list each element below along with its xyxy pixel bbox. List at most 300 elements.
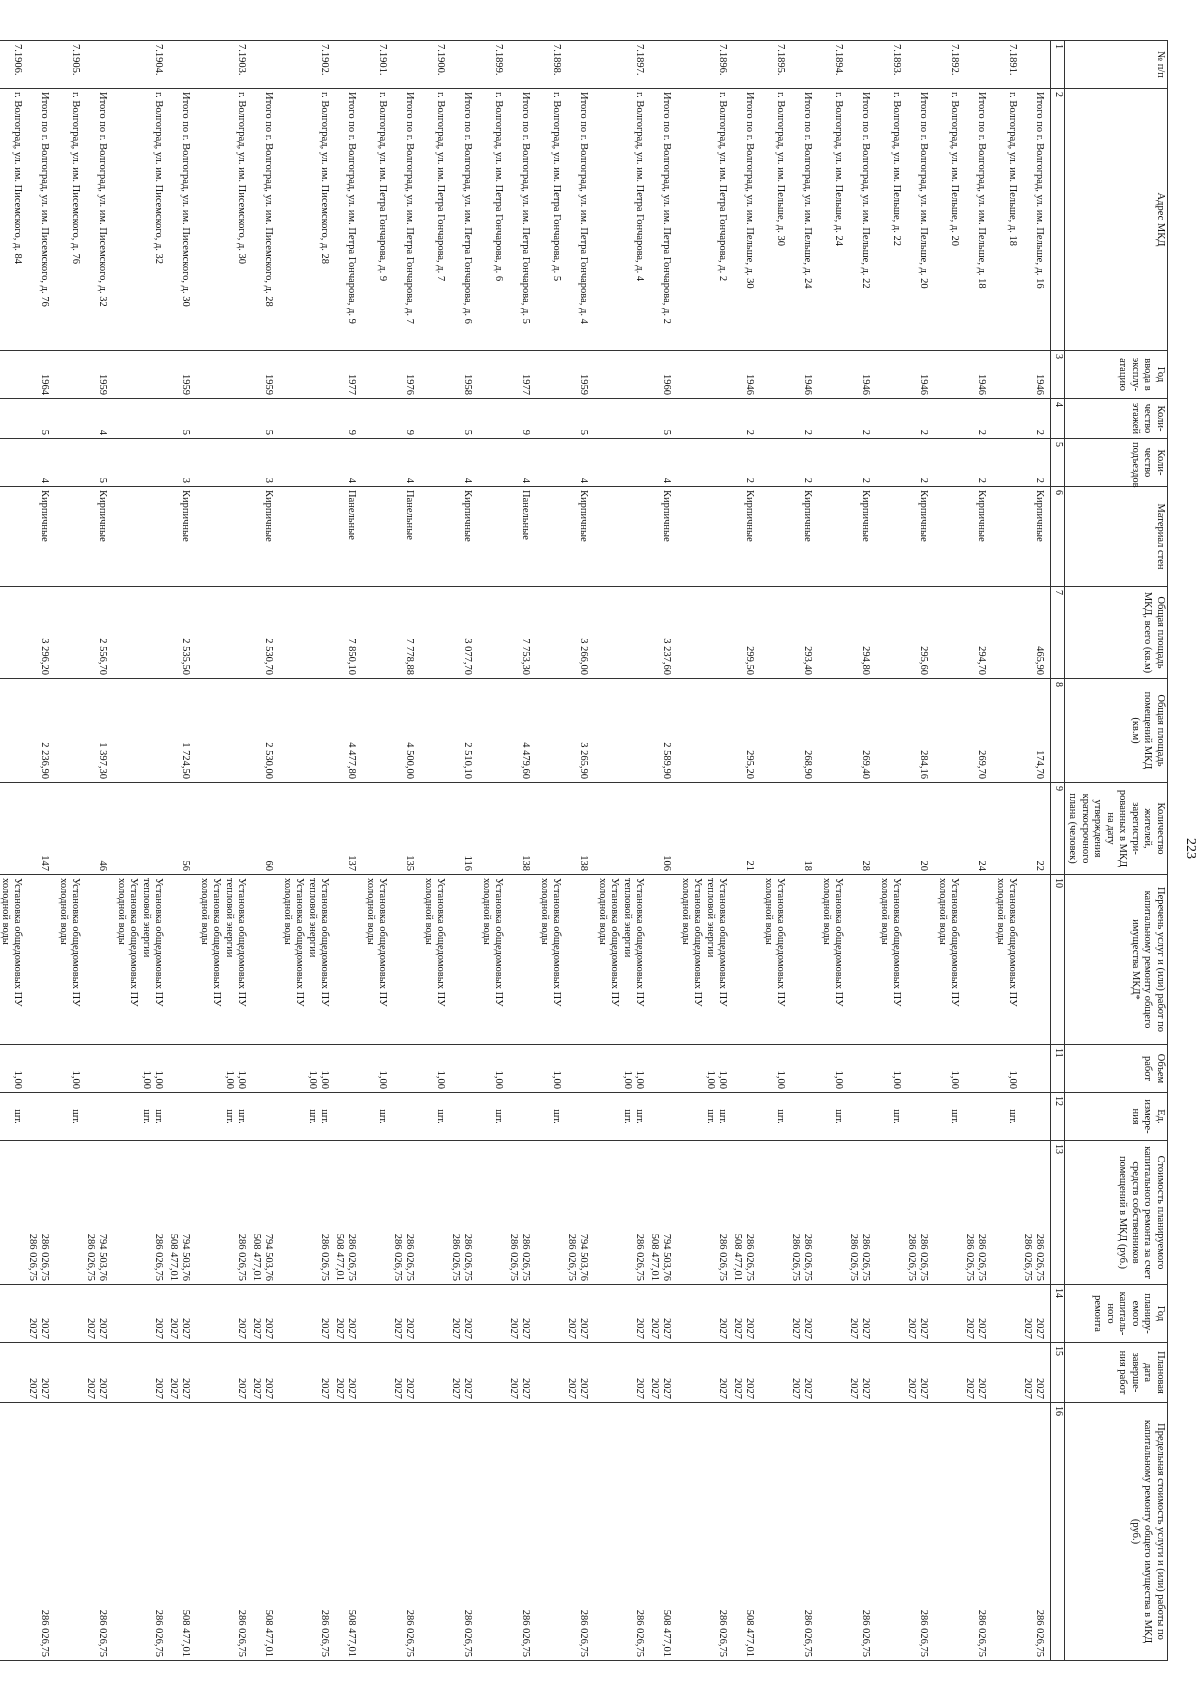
completion-date-cell: 2027 2027 (962, 1343, 993, 1403)
column-header: Общая площадь МКД, всего (кв.м) (1065, 587, 1168, 679)
unit-cell (390, 1093, 421, 1141)
residents-cell (114, 783, 166, 875)
residents-cell (479, 783, 506, 875)
max-cost-cell: 286 026,75 (678, 1403, 730, 1661)
column-number: 3 (1051, 351, 1065, 399)
max-cost-cell: 508 477,01 (730, 1403, 761, 1661)
year-built-cell (595, 351, 647, 399)
completion-date-cell (421, 1343, 448, 1403)
completion-date-cell: 2027 (114, 1343, 166, 1403)
total-area-cell (363, 587, 390, 679)
item-row (819, 41, 846, 1661)
premises-area-cell: 4 477,80 (332, 679, 363, 783)
max-cost-cell: 508 477,01 (166, 1403, 197, 1661)
total-area-cell (595, 587, 647, 679)
total-row (564, 41, 595, 1661)
total-area-cell: 295,60 (904, 587, 935, 679)
residents-cell: 138 (506, 783, 537, 875)
completion-date-cell (761, 1343, 788, 1403)
column-number: 15 (1051, 1343, 1065, 1403)
floors-cell: 2 (962, 399, 993, 439)
year-built-cell: 1946 (730, 351, 761, 399)
column-header: Стоимость планируемого капитального ремонта за счет средств собственников помещений в МКД (руб.) (1065, 1141, 1168, 1285)
total-area-cell (935, 587, 962, 679)
wall-material-cell: Панельные (332, 487, 363, 587)
work-volume-cell: 1,00 1,00 (280, 1045, 332, 1093)
address-cell: г. Волгоград, ул. им. Пельше, д. 20 (935, 89, 962, 351)
completion-date-cell (479, 1343, 506, 1403)
total-area-cell (421, 587, 448, 679)
premises-area-cell: 4 500,00 (390, 679, 421, 783)
total-area-cell: 294,80 (846, 587, 877, 679)
planned-year-cell (993, 1285, 1020, 1343)
planned-year-cell: 2027 2027 (962, 1285, 993, 1343)
address-cell: Итого по г. Волгоград, ул. им. Пельше, д. 24 (788, 89, 819, 351)
wall-material-cell (935, 487, 962, 587)
address-cell: г. Волгоград, ул. им. Пельше, д. 18 (993, 89, 1020, 351)
item-row (197, 41, 249, 1661)
row-number-cell (390, 41, 421, 89)
works-list-cell: Установка общедомовых ПУ холодной воды (421, 875, 448, 1045)
total-area-cell: 2 535,50 (166, 587, 197, 679)
max-cost-cell (993, 1403, 1020, 1661)
total-area-cell: 2 556,70 (83, 587, 114, 679)
floors-cell (280, 399, 332, 439)
works-list-cell: Установка общедомовых ПУ тепловой энергии Установка общедомовых ПУ холодной воды (197, 875, 249, 1045)
entrances-cell: 4 (448, 439, 479, 487)
max-cost-cell: 286 026,75 (448, 1403, 479, 1661)
entrances-cell (819, 439, 846, 487)
premises-area-cell: 3 265,90 (564, 679, 595, 783)
max-cost-cell: 286 026,75 (390, 1403, 421, 1661)
planned-cost-cell: 286 026,75 286 026,75 (1020, 1141, 1052, 1285)
year-built-cell: 1946 (1020, 351, 1052, 399)
floors-cell (363, 399, 390, 439)
work-volume-cell (390, 1045, 421, 1093)
work-volume-cell: 1,00 (877, 1045, 904, 1093)
floors-cell: 2 (730, 399, 761, 439)
entrances-cell (479, 439, 506, 487)
works-list-cell: Установка общедомовых ПУ холодной воды (993, 875, 1020, 1045)
planned-year-cell: 2027 2027 (390, 1285, 421, 1343)
premises-area-cell (819, 679, 846, 783)
wall-material-cell (537, 487, 564, 587)
planned-year-cell (877, 1285, 904, 1343)
planned-cost-cell: 286 026,75 286 026,75 (25, 1141, 56, 1285)
works-list-cell (25, 875, 56, 1045)
planned-year-cell: 2027 2027 (506, 1285, 537, 1343)
planned-cost-cell: 794 503,76 508 477,01 (166, 1141, 197, 1285)
page-number: 223 (1183, 838, 1198, 859)
entrances-cell: 4 (647, 439, 678, 487)
total-row (166, 41, 197, 1661)
planned-year-cell: 2027 2027 (166, 1285, 197, 1343)
residents-cell (363, 783, 390, 875)
column-header: Количество жителей, зарегистри-рованных в МКД на дату утверждения краткосрочного плана (человек) (1065, 783, 1168, 875)
max-cost-cell: 286 026,75 (114, 1403, 166, 1661)
work-volume-cell: 1,00 1,00 (197, 1045, 249, 1093)
floors-cell: 5 (166, 399, 197, 439)
total-row (390, 41, 421, 1661)
work-volume-cell: 1,00 (993, 1045, 1020, 1093)
year-built-cell: 1959 (249, 351, 280, 399)
works-list-cell (332, 875, 363, 1045)
address-cell: г. Волгоград, ул. им. Петра Гончарова, д. 6 (479, 89, 506, 351)
works-list-cell: Установка общедомовых ПУ холодной воды (0, 875, 25, 1045)
entrances-cell (114, 439, 166, 487)
unit-cell: шт. (537, 1093, 564, 1141)
premises-area-cell: 2 589,90 (647, 679, 678, 783)
completion-date-cell: 2027 2027 (730, 1343, 761, 1403)
entrances-cell: 2 (904, 439, 935, 487)
entrances-cell: 2 (788, 439, 819, 487)
max-cost-cell: 286 026,75 (595, 1403, 647, 1661)
entrances-cell: 2 (962, 439, 993, 487)
completion-date-cell: 2027 (678, 1343, 730, 1403)
premises-area-cell (280, 679, 332, 783)
total-area-cell (479, 587, 506, 679)
year-built-cell (197, 351, 249, 399)
row-number-cell (448, 41, 479, 89)
row-number-cell (166, 41, 197, 89)
max-cost-cell (0, 1403, 25, 1661)
address-cell: Итого по г. Волгоград, ул. им. Петра Гончарова, д. 5 (506, 89, 537, 351)
year-built-cell (761, 351, 788, 399)
planned-year-cell (761, 1285, 788, 1343)
planned-year-cell: 2027 2027 (730, 1285, 761, 1343)
wall-material-cell (877, 487, 904, 587)
address-cell: Итого по г. Волгоград, ул. им. Петра Гончарова, д. 2 (647, 89, 678, 351)
column-number: 13 (1051, 1141, 1065, 1285)
residents-cell: 147 (25, 783, 56, 875)
works-list-cell (390, 875, 421, 1045)
residents-cell: 20 (904, 783, 935, 875)
column-header: Перечень услуг и (или) работ по капитальному ремонту общего имущества МКД* (1065, 875, 1168, 1045)
completion-date-cell: 2027 (280, 1343, 332, 1403)
works-list-cell: Установка общедомовых ПУ тепловой энергии Установка общедомовых ПУ холодной воды (595, 875, 647, 1045)
total-area-cell (197, 587, 249, 679)
max-cost-cell (819, 1403, 846, 1661)
item-row (280, 41, 332, 1661)
work-volume-cell: 1,00 1,00 (595, 1045, 647, 1093)
max-cost-cell (479, 1403, 506, 1661)
address-cell: г. Волгоград, ул. им. Петра Гончарова, д. 9 (363, 89, 390, 351)
planned-cost-cell: 286 026,75 286 026,75 (904, 1141, 935, 1285)
completion-date-cell (56, 1343, 83, 1403)
premises-area-cell (114, 679, 166, 783)
completion-date-cell: 2027 2027 (506, 1343, 537, 1403)
max-cost-cell (877, 1403, 904, 1661)
work-volume-cell (647, 1045, 678, 1093)
max-cost-cell (935, 1403, 962, 1661)
year-built-cell (935, 351, 962, 399)
year-built-cell (877, 351, 904, 399)
residents-cell (421, 783, 448, 875)
year-built-cell (0, 351, 25, 399)
floors-cell (114, 399, 166, 439)
wall-material-cell: Кирпичные (962, 487, 993, 587)
wall-material-cell (114, 487, 166, 587)
column-header: Объем работ (1065, 1045, 1168, 1093)
total-row (904, 41, 935, 1661)
works-list-cell (506, 875, 537, 1045)
wall-material-cell (0, 487, 25, 587)
unit-cell (448, 1093, 479, 1141)
column-number: 11 (1051, 1045, 1065, 1093)
row-number-cell: 7.1897. (595, 41, 647, 89)
completion-date-cell: 2027 (197, 1343, 249, 1403)
unit-cell (506, 1093, 537, 1141)
entrances-cell (935, 439, 962, 487)
total-row (506, 41, 537, 1661)
premises-area-cell: 2 236,90 (25, 679, 56, 783)
column-number: 12 (1051, 1093, 1065, 1141)
total-area-cell (761, 587, 788, 679)
completion-date-cell: 2027 2027 (1020, 1343, 1052, 1403)
row-number-cell (846, 41, 877, 89)
total-area-cell (877, 587, 904, 679)
column-header: Год планиру-емого капиталь-ного ремонта (1065, 1285, 1168, 1343)
column-header: Адрес МКД (1065, 89, 1168, 351)
entrances-cell (537, 439, 564, 487)
max-cost-cell: 508 477,01 (332, 1403, 363, 1661)
works-list-cell (1020, 875, 1052, 1045)
address-cell: Итого по г. Волгоград, ул. им. Пельше, д. 30 (730, 89, 761, 351)
work-volume-cell (448, 1045, 479, 1093)
planned-cost-cell: 794 503,76 508 477,01 (647, 1141, 678, 1285)
residents-cell (877, 783, 904, 875)
residents-cell: 56 (166, 783, 197, 875)
row-number-cell: 7.1905. (56, 41, 83, 89)
item-row (877, 41, 904, 1661)
address-cell: г. Волгоград, ул. им. Писемского, д. 76 (56, 89, 83, 351)
floors-cell: 2 (846, 399, 877, 439)
max-cost-cell: 508 477,01 (647, 1403, 678, 1661)
premises-area-cell (761, 679, 788, 783)
address-cell: г. Волгоград, ул. им. Писемского, д. 84 (0, 89, 25, 351)
completion-date-cell (993, 1343, 1020, 1403)
completion-date-cell: 2027 2027 (904, 1343, 935, 1403)
wall-material-cell (56, 487, 83, 587)
planned-year-cell (0, 1285, 25, 1343)
max-cost-cell (537, 1403, 564, 1661)
planned-year-cell: 2027 2027 (647, 1285, 678, 1343)
planned-cost-cell: 286 026,75 286 026,75 (390, 1141, 421, 1285)
planned-year-cell (479, 1285, 506, 1343)
total-area-cell: 294,70 (962, 587, 993, 679)
premises-area-cell: 2 510,10 (448, 679, 479, 783)
row-number-cell: 7.1901. (363, 41, 390, 89)
max-cost-cell: 286 026,75 (846, 1403, 877, 1661)
total-row (83, 41, 114, 1661)
residents-cell: 60 (249, 783, 280, 875)
wall-material-cell (678, 487, 730, 587)
table-body (0, 41, 1051, 1661)
work-volume-cell: 1,00 (935, 1045, 962, 1093)
works-list-cell (647, 875, 678, 1045)
year-built-cell: 1959 (166, 351, 197, 399)
item-row (0, 41, 25, 1661)
total-row (788, 41, 819, 1661)
column-number: 9 (1051, 783, 1065, 875)
planned-year-cell: 2027 (595, 1285, 647, 1343)
column-number: 10 (1051, 875, 1065, 1045)
floors-cell: 2 (904, 399, 935, 439)
work-volume-cell: 1,00 1,00 (114, 1045, 166, 1093)
planned-cost-cell: 286 026,75 (678, 1141, 730, 1285)
completion-date-cell: 2027 2027 (249, 1343, 280, 1403)
total-area-cell: 3 296,20 (25, 587, 56, 679)
planned-year-cell (421, 1285, 448, 1343)
planned-year-cell: 2027 2027 (332, 1285, 363, 1343)
capital-repair-table (0, 40, 1168, 1661)
work-volume-cell (332, 1045, 363, 1093)
row-number-cell: 7.1893. (877, 41, 904, 89)
row-number-cell: 7.1904. (114, 41, 166, 89)
item-row (993, 41, 1020, 1661)
entrances-cell: 4 (564, 439, 595, 487)
residents-cell (935, 783, 962, 875)
total-area-cell (537, 587, 564, 679)
max-cost-cell: 508 477,01 (249, 1403, 280, 1661)
work-volume-cell (846, 1045, 877, 1093)
planned-year-cell: 2027 2027 (904, 1285, 935, 1343)
works-list-cell (962, 875, 993, 1045)
wall-material-cell (819, 487, 846, 587)
total-row (730, 41, 761, 1661)
row-number-cell: 7.1895. (761, 41, 788, 89)
year-built-cell (421, 351, 448, 399)
premises-area-cell (678, 679, 730, 783)
planned-year-cell: 2027 (114, 1285, 166, 1343)
row-number-cell: 7.1898. (537, 41, 564, 89)
total-area-cell: 3 266,00 (564, 587, 595, 679)
unit-cell (904, 1093, 935, 1141)
premises-area-cell (56, 679, 83, 783)
floors-cell (819, 399, 846, 439)
entrances-cell: 3 (166, 439, 197, 487)
address-cell: Итого по г. Волгоград, ул. им. Писемского, д. 32 (83, 89, 114, 351)
unit-cell: шт. (761, 1093, 788, 1141)
floors-cell (56, 399, 83, 439)
floors-cell (0, 399, 25, 439)
max-cost-cell: 286 026,75 (83, 1403, 114, 1661)
work-volume-cell (83, 1045, 114, 1093)
works-list-cell (83, 875, 114, 1045)
row-number-cell (904, 41, 935, 89)
total-area-cell (678, 587, 730, 679)
entrances-cell (877, 439, 904, 487)
address-cell: г. Волгоград, ул. им. Пельше, д. 30 (761, 89, 788, 351)
planned-year-cell: 2027 (197, 1285, 249, 1343)
unit-cell (1020, 1093, 1052, 1141)
works-list-cell: Установка общедомовых ПУ холодной воды (819, 875, 846, 1045)
works-list-cell: Установка общедомовых ПУ холодной воды (537, 875, 564, 1045)
work-volume-cell (1020, 1045, 1052, 1093)
entrances-cell (761, 439, 788, 487)
entrances-cell (56, 439, 83, 487)
planned-cost-cell: 286 026,75 286 026,75 (846, 1141, 877, 1285)
premises-area-cell (877, 679, 904, 783)
unit-cell: шт. шт. (280, 1093, 332, 1141)
planned-cost-cell (993, 1141, 1020, 1285)
works-list-cell (730, 875, 761, 1045)
unit-cell (564, 1093, 595, 1141)
unit-cell: шт. (877, 1093, 904, 1141)
work-volume-cell (730, 1045, 761, 1093)
completion-date-cell: 2027 2027 (564, 1343, 595, 1403)
item-row (421, 41, 448, 1661)
wall-material-cell: Панельные (506, 487, 537, 587)
planned-cost-cell: 794 503,76 286 026,75 (564, 1141, 595, 1285)
row-number-cell: 7.1899. (479, 41, 506, 89)
work-volume-cell: 1,00 (0, 1045, 25, 1093)
work-volume-cell (564, 1045, 595, 1093)
address-cell: г. Волгоград, ул. им. Пельше, д. 22 (877, 89, 904, 351)
floors-cell (421, 399, 448, 439)
year-built-cell (363, 351, 390, 399)
work-volume-cell (962, 1045, 993, 1093)
works-list-cell: Установка общедомовых ПУ тепловой энергии Установка общедомовых ПУ холодной воды (114, 875, 166, 1045)
column-number: 16 (1051, 1403, 1065, 1661)
total-area-cell: 299,50 (730, 587, 761, 679)
completion-date-cell (0, 1343, 25, 1403)
work-volume-cell: 1,00 (421, 1045, 448, 1093)
column-number: 8 (1051, 679, 1065, 783)
unit-cell: шт. (56, 1093, 83, 1141)
address-cell: г. Волгоград, ул. им. Петра Гончарова, д. 2 (678, 89, 730, 351)
total-area-cell: 7 753,30 (506, 587, 537, 679)
planned-cost-cell: 286 026,75 508 477,01 (332, 1141, 363, 1285)
wall-material-cell: Кирпичные (904, 487, 935, 587)
column-header: Предельная стоимость услуги и (или) работы по капитальному ремонту общего имущества в МКД (руб.) (1065, 1403, 1168, 1661)
item-row (56, 41, 83, 1661)
year-built-cell: 1959 (83, 351, 114, 399)
total-area-cell (819, 587, 846, 679)
total-row (249, 41, 280, 1661)
unit-cell (788, 1093, 819, 1141)
column-header: Год ввода в эксплу-атацию (1065, 351, 1168, 399)
column-number: 4 (1051, 399, 1065, 439)
year-built-cell (56, 351, 83, 399)
planned-cost-cell: 794 503,76 286 026,75 (83, 1141, 114, 1285)
table-header (1051, 41, 1168, 1661)
work-volume-cell (506, 1045, 537, 1093)
planned-cost-cell: 794 503,76 508 477,01 (249, 1141, 280, 1285)
planned-cost-cell (421, 1141, 448, 1285)
column-number: 6 (1051, 487, 1065, 587)
premises-area-cell: 174,70 (1020, 679, 1052, 783)
unit-cell (846, 1093, 877, 1141)
floors-cell (761, 399, 788, 439)
completion-date-cell: 2027 2027 (25, 1343, 56, 1403)
max-cost-cell: 286 026,75 (506, 1403, 537, 1661)
year-built-cell: 1958 (448, 351, 479, 399)
year-built-cell: 1946 (962, 351, 993, 399)
work-volume-cell (166, 1045, 197, 1093)
wall-material-cell (479, 487, 506, 587)
wall-material-cell (363, 487, 390, 587)
residents-cell: 24 (962, 783, 993, 875)
total-row (332, 41, 363, 1661)
works-list-cell: Установка общедомовых ПУ тепловой энергии Установка общедомовых ПУ холодной воды (678, 875, 730, 1045)
address-cell: Итого по г. Волгоград, ул. им. Писемского, д. 30 (166, 89, 197, 351)
wall-material-cell: Панельные (390, 487, 421, 587)
planned-year-cell (537, 1285, 564, 1343)
completion-date-cell: 2027 2027 (647, 1343, 678, 1403)
unit-cell (962, 1093, 993, 1141)
wall-material-cell: Кирпичные (730, 487, 761, 587)
